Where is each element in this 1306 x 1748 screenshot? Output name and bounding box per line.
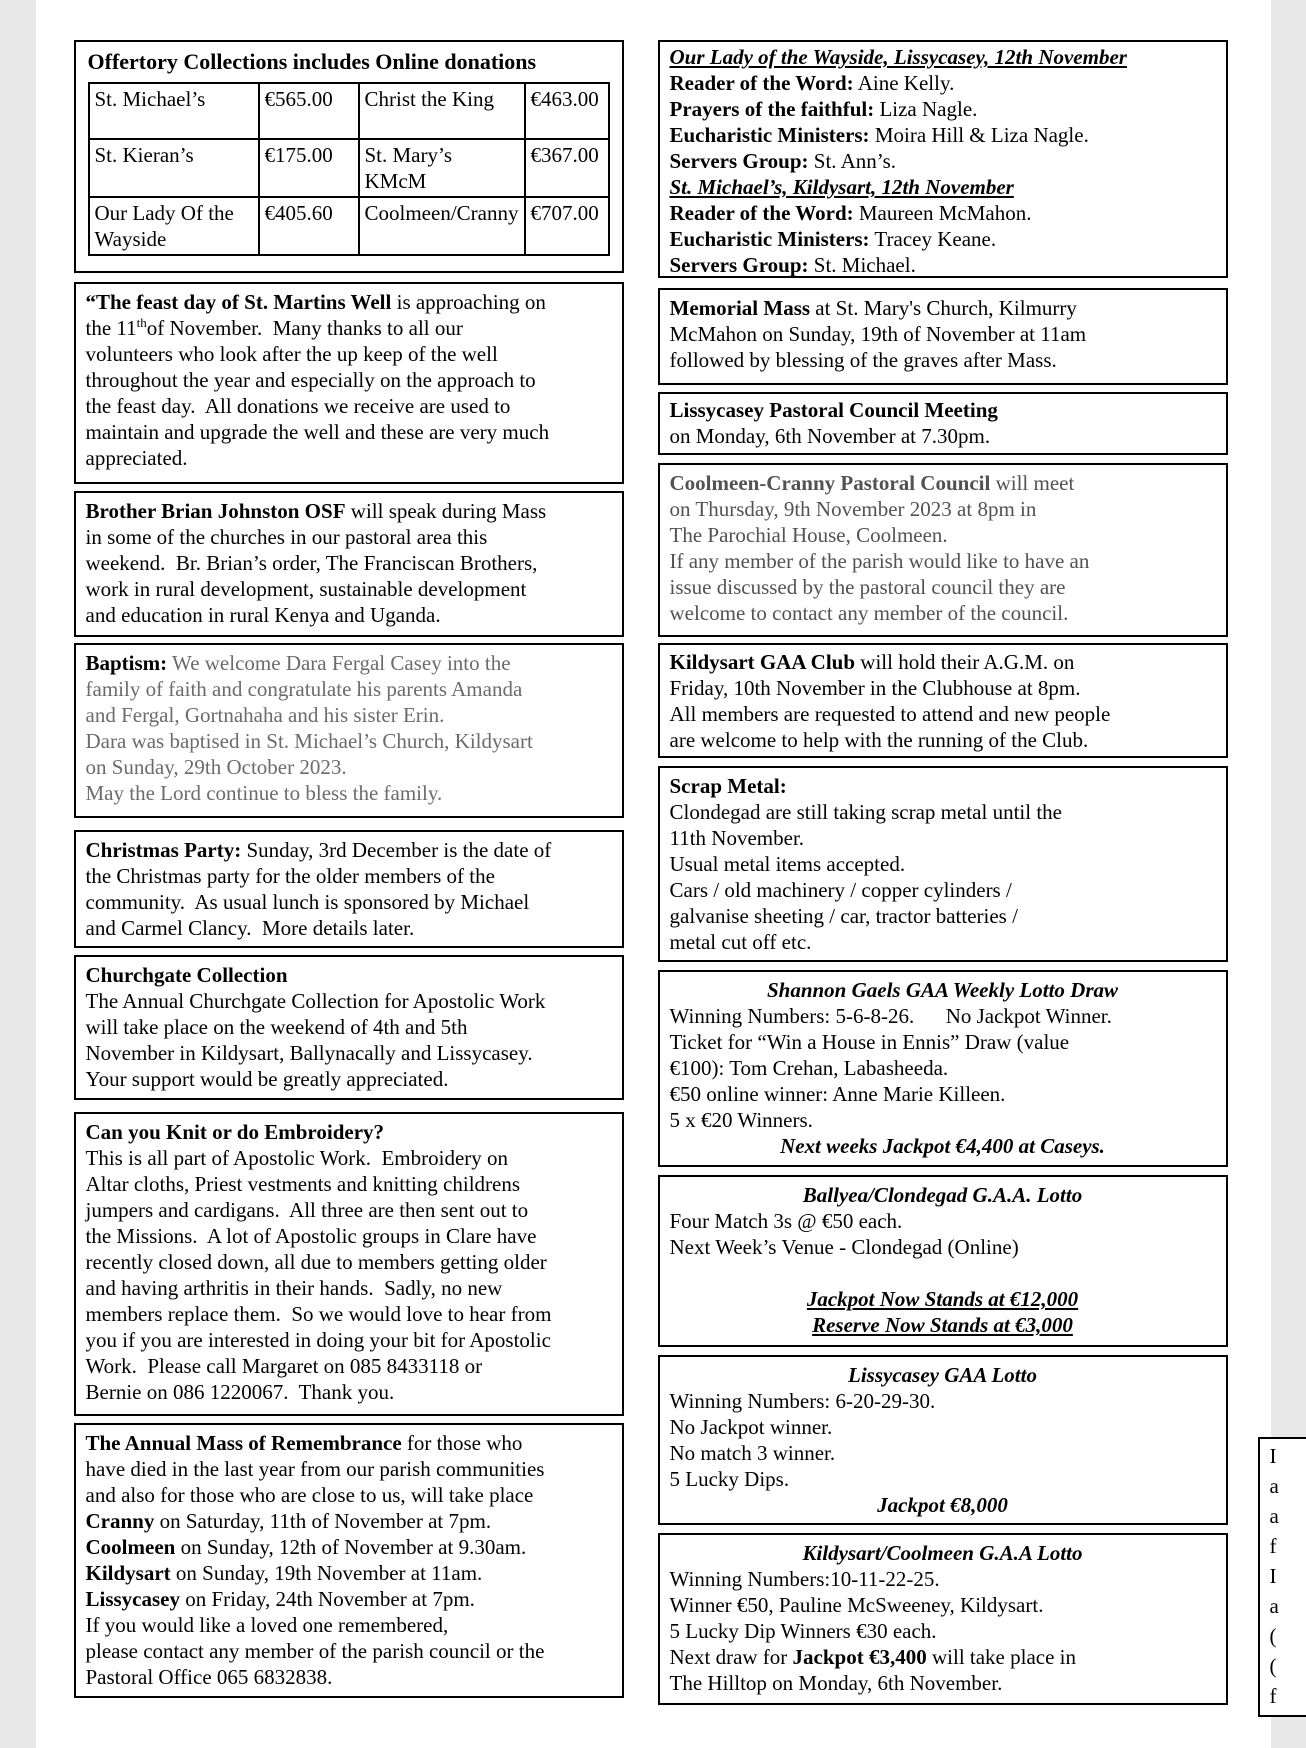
- section-offertory-collections: [74, 40, 624, 273]
- text-run: Kildysart/Coolmeen G.A.A Lotto: [802, 1541, 1083, 1565]
- text-run: No Jackpot winner.: [669, 1415, 833, 1439]
- text-line: [86, 524, 612, 550]
- text-line: [86, 1014, 612, 1040]
- text-line: [86, 1145, 612, 1171]
- text-run: will meet: [990, 471, 1075, 495]
- text-run: If any member of the parish would like to have an: [669, 549, 1090, 573]
- text-line: [86, 728, 612, 754]
- text-run: St. Ann’s.: [808, 149, 897, 173]
- text-line: [86, 962, 612, 988]
- text-line: [1270, 1621, 1306, 1651]
- text-run: Friday, 10th November in the Clubhouse at 8pm.: [669, 676, 1081, 700]
- text-line: [86, 1249, 612, 1275]
- text-line: [670, 799, 1216, 825]
- text-run: Winning Numbers:10-11-22-25.: [669, 1567, 940, 1591]
- text-run: in some of the churches in our pastoral area this: [85, 525, 488, 549]
- text-line: [670, 148, 1216, 174]
- text-line: [670, 929, 1216, 955]
- offertory-table-cell: Our Lady Of the Wayside: [89, 197, 259, 255]
- text-run: Brother Brian Johnston OSF: [85, 499, 346, 523]
- text-run: is approaching on: [391, 290, 546, 314]
- text-run: the 11: [85, 316, 137, 340]
- text-line: [86, 1612, 612, 1638]
- text-line: [670, 701, 1216, 727]
- text-run: for those who: [401, 1431, 523, 1455]
- text-line: [86, 1353, 612, 1379]
- text-run: and also for those who are close to us, will take place: [85, 1483, 534, 1507]
- text-run: Tracey Keane.: [869, 227, 997, 251]
- text-line: [86, 1197, 612, 1223]
- text-run: Jackpot Now Stands at €12,000: [806, 1287, 1079, 1311]
- text-run: Our Lady of the Wayside, Lissycasey, 12th November: [669, 45, 1127, 69]
- text-line: [670, 70, 1216, 96]
- text-line: [670, 1260, 1216, 1286]
- text-line: [1270, 1531, 1306, 1561]
- text-run: welcome to contact any member of the council.: [669, 601, 1069, 625]
- text-line: [86, 863, 612, 889]
- text-line: [670, 295, 1216, 321]
- text-run: weekend. Br. Brian’s order, The Franciscan Brothers,: [85, 551, 538, 575]
- text-line: [670, 1618, 1216, 1644]
- offertory-table-cell: St. Kieran’s: [89, 139, 259, 197]
- text-line: [86, 1664, 612, 1690]
- text-run: will take place on the weekend of 4th and 5th: [85, 1015, 468, 1039]
- offertory-table-cell: €565.00: [259, 83, 359, 139]
- offertory-table-cell: St. Mary’s KMcM: [359, 139, 525, 197]
- text-run: Prayers of the faithful:: [669, 97, 875, 121]
- text-line: [1270, 1681, 1306, 1711]
- text-run: family of faith and congratulate his parents Amanda: [85, 677, 523, 701]
- text-line: [670, 397, 1216, 423]
- text-run: €100): Tom Crehan, Labasheeda.: [669, 1056, 949, 1080]
- offertory-table-cell: Coolmeen/Cranny: [359, 197, 525, 255]
- text-line: [86, 341, 612, 367]
- text-run: appreciated.: [85, 446, 188, 470]
- text-line: [670, 548, 1216, 574]
- text-run: Moira Hill & Liza Nagle.: [869, 123, 1089, 147]
- text-run: on Sunday, 12th of November at 9.30am.: [175, 1535, 527, 1559]
- text-line: [670, 1566, 1216, 1592]
- text-line: [86, 550, 612, 576]
- offertory-table-cell: €367.00: [525, 139, 609, 197]
- text-line: [670, 226, 1216, 252]
- text-line: [670, 1644, 1216, 1670]
- text-run: of November. Many thanks to all our: [146, 316, 463, 340]
- text-run: (: [1269, 1624, 1277, 1648]
- text-run: issue discussed by the pastoral council they are: [669, 575, 1066, 599]
- text-run: Kildysart: [85, 1561, 171, 1585]
- text-run: 5 Lucky Dips.: [669, 1467, 790, 1491]
- text-line: [86, 915, 612, 941]
- section-ballyea-clondegad-lotto: [658, 1175, 1228, 1347]
- text-line: [670, 496, 1216, 522]
- text-run: Reader of the Word:: [669, 201, 854, 225]
- text-run: 11th November.: [669, 826, 805, 850]
- text-run: This is all part of Apostolic Work. Embroidery on: [85, 1146, 509, 1170]
- offertory-table-cell: €405.60: [259, 197, 359, 255]
- text-run: All members are requested to attend and new people: [669, 702, 1111, 726]
- text-line: [670, 174, 1216, 200]
- text-run: Usual metal items accepted.: [669, 852, 906, 876]
- text-line: [86, 1119, 612, 1145]
- text-line: [670, 1312, 1216, 1338]
- text-run: The Annual Churchgate Collection for Apostolic Work: [85, 989, 546, 1013]
- text-line: [86, 889, 612, 915]
- text-run: on Saturday, 11th of November at 7pm.: [154, 1509, 492, 1533]
- text-line: [670, 1286, 1216, 1312]
- text-line: [670, 470, 1216, 496]
- offertory-table-cell: €463.00: [525, 83, 609, 139]
- text-line: [86, 1482, 612, 1508]
- text-run: f: [1269, 1534, 1277, 1558]
- text-run: The Hilltop on Monday, 6th November.: [669, 1671, 1003, 1695]
- text-run: and education in rural Kenya and Uganda.: [85, 603, 441, 627]
- text-run: Liza Nagle.: [874, 97, 978, 121]
- text-run: €50 online winner: Anne Marie Killeen.: [669, 1082, 1006, 1106]
- text-run: a: [1269, 1504, 1279, 1528]
- text-line: [86, 1379, 612, 1405]
- text-line: [670, 1182, 1216, 1208]
- section-brother-brian-johnston: [74, 491, 624, 637]
- text-line: [86, 780, 612, 806]
- section-scrap-metal: [658, 766, 1228, 962]
- text-run: I: [1269, 1564, 1277, 1588]
- text-run: Winner €50, Pauline McSweeney, Kildysart.: [669, 1593, 1044, 1617]
- section-kildysart-coolmeen-lotto: [658, 1533, 1228, 1705]
- text-line: [670, 1592, 1216, 1618]
- text-line: [86, 1066, 612, 1092]
- text-run: St. Michael.: [808, 253, 916, 277]
- section-feast-day-st-martins-well: [74, 282, 624, 484]
- text-line: [670, 1133, 1216, 1159]
- text-run: Your support would be greatly appreciated.: [85, 1067, 449, 1091]
- text-run: Lissycasey Pastoral Council Meeting: [669, 398, 998, 422]
- text-run: Jackpot €3,400: [792, 1645, 927, 1669]
- text-line: [670, 1466, 1216, 1492]
- text-line: [86, 1508, 612, 1534]
- text-run: th: [136, 315, 147, 330]
- text-run: Ticket for “Win a House in Ennis” Draw (value: [669, 1030, 1070, 1054]
- text-run: Jackpot €8,000: [877, 1493, 1008, 1517]
- text-line: [670, 1081, 1216, 1107]
- text-line: [86, 1171, 612, 1197]
- offertory-table-cell: €707.00: [525, 197, 609, 255]
- newsletter-page: [36, 0, 1279, 1748]
- text-line: [670, 1003, 1216, 1029]
- text-line: [670, 122, 1216, 148]
- text-line: [670, 200, 1216, 226]
- text-run: will hold their A.G.M. on: [855, 650, 1075, 674]
- text-line: [86, 1430, 612, 1456]
- text-line: [86, 676, 612, 702]
- text-run: the Missions. A lot of Apostolic groups in Clare have: [85, 1224, 537, 1248]
- text-run: on Thursday, 9th November 2023 at 8pm in: [669, 497, 1037, 521]
- text-run: Eucharistic Ministers:: [669, 227, 870, 251]
- text-run: Reserve Now Stands at €3,000: [812, 1313, 1073, 1337]
- text-line: [670, 1414, 1216, 1440]
- clipped-edge-box: [1258, 1437, 1306, 1717]
- text-run: galvanise sheeting / car, tractor batteries /: [669, 904, 1018, 928]
- text-run: Pastoral Office 065 6832838.: [85, 1665, 333, 1689]
- text-line: [86, 1534, 612, 1560]
- section-coolmeen-cranny-pastoral-council: [658, 463, 1228, 637]
- text-run: jumpers and cardigans. All three are then sent out to: [85, 1198, 529, 1222]
- text-line: [86, 1327, 612, 1353]
- text-line: [86, 754, 612, 780]
- text-line: [670, 851, 1216, 877]
- offertory-table-cell: St. Michael’s: [89, 83, 259, 139]
- text-line: [670, 423, 1216, 449]
- text-run: No match 3 winner.: [669, 1441, 836, 1465]
- text-line: [1270, 1561, 1306, 1591]
- text-line: [670, 1029, 1216, 1055]
- text-line: [670, 1234, 1216, 1260]
- text-run: have died in the last year from our parish communities: [85, 1457, 545, 1481]
- section-kildysart-gaa-club: [658, 643, 1228, 758]
- text-run: Next draw for: [669, 1645, 793, 1669]
- section-memorial-mass: [658, 288, 1228, 385]
- text-line: [670, 773, 1216, 799]
- text-run: Work. Please call Margaret on 085 8433118 or: [85, 1354, 483, 1378]
- text-line: [670, 252, 1216, 278]
- text-line: [86, 650, 612, 676]
- text-run: Lissycasey GAA Lotto: [848, 1363, 1037, 1387]
- text-line: [86, 702, 612, 728]
- text-run: will take place in: [926, 1645, 1077, 1669]
- text-line: [86, 1301, 612, 1327]
- offertory-table: [88, 82, 610, 256]
- text-run: on Monday, 6th November at 7.30pm.: [669, 424, 991, 448]
- text-line: [670, 727, 1216, 753]
- text-line: [86, 367, 612, 393]
- text-run: Bernie on 086 1220067. Thank you.: [85, 1380, 395, 1404]
- text-run: Christmas Party:: [85, 838, 242, 862]
- section-knit-or-embroidery: [74, 1112, 624, 1416]
- text-run: Dara was baptised in St. Michael’s Church, Kildysart: [85, 729, 533, 753]
- offertory-table-cell: Christ the King: [359, 83, 525, 139]
- text-line: [670, 877, 1216, 903]
- text-run: Eucharistic Ministers:: [669, 123, 870, 147]
- text-line: [86, 1040, 612, 1066]
- text-run: 5 Lucky Dip Winners €30 each.: [669, 1619, 937, 1643]
- text-line: [670, 574, 1216, 600]
- offertory-table-cell: €175.00: [259, 139, 359, 197]
- text-run: (: [1269, 1654, 1277, 1678]
- text-line: [670, 1107, 1216, 1133]
- offertory-table-row: [89, 197, 609, 255]
- text-run: Churchgate Collection: [85, 963, 288, 987]
- text-run: Cars / old machinery / copper cylinders /: [669, 878, 1012, 902]
- text-run: Coolmeen: [85, 1535, 176, 1559]
- text-run: please contact any member of the parish council or the: [85, 1639, 545, 1663]
- text-line: [86, 1456, 612, 1482]
- text-run: at St. Mary's Church, Kilmurry: [810, 296, 1077, 320]
- text-run: Ballyea/Clondegad G.A.A. Lotto: [802, 1183, 1083, 1207]
- text-run: and Carmel Clancy. More details later.: [85, 916, 415, 940]
- text-run: Sunday, 3rd December is the date of: [241, 838, 552, 862]
- text-line: [86, 1560, 612, 1586]
- text-run: Maureen McMahon.: [853, 201, 1032, 225]
- text-line: [86, 1223, 612, 1249]
- text-line: [86, 315, 612, 341]
- text-run: Lissycasey: [85, 1587, 180, 1611]
- offertory-table-row: [89, 139, 609, 197]
- text-line: [86, 576, 612, 602]
- text-run: work in rural development, sustainable development: [85, 577, 527, 601]
- text-run: The Parochial House, Coolmeen.: [669, 523, 948, 547]
- text-run: you if you are interested in doing your bit for Apostolic: [85, 1328, 551, 1352]
- text-run: Can you Knit or do Embroidery?: [85, 1120, 385, 1144]
- text-run: Baptism:: [85, 651, 168, 675]
- text-line: [86, 1586, 612, 1612]
- section-baptism: [74, 643, 624, 818]
- text-line: [670, 522, 1216, 548]
- text-line: [670, 44, 1216, 70]
- text-run: a: [1269, 1594, 1279, 1618]
- text-line: [670, 1492, 1216, 1518]
- text-run: Kildysart GAA Club: [669, 650, 856, 674]
- text-line: [670, 1670, 1216, 1696]
- section-shannon-gaels-lotto: [658, 970, 1228, 1167]
- text-run: the Christmas party for the older members of the: [85, 864, 495, 888]
- section-lissycasey-gaa-lotto: [658, 1355, 1228, 1525]
- text-run: and Fergal, Gortnahaha and his sister Erin.: [85, 703, 445, 727]
- text-run: Next weeks Jackpot €4,400 at Caseys.: [780, 1134, 1105, 1158]
- text-run: followed by blessing of the graves after Mass.: [669, 348, 1057, 372]
- text-line: [670, 600, 1216, 626]
- text-run: Aine Kelly.: [853, 71, 955, 95]
- text-line: [670, 1440, 1216, 1466]
- section-annual-mass-remembrance: [74, 1423, 624, 1698]
- text-line: [670, 347, 1216, 373]
- text-run: maintain and upgrade the well and these are very much: [85, 420, 550, 444]
- text-line: [86, 445, 612, 471]
- text-line: [670, 675, 1216, 701]
- text-run: Coolmeen-Cranny Pastoral Council: [669, 471, 991, 495]
- text-line: [1270, 1501, 1306, 1531]
- text-line: [1270, 1441, 1306, 1471]
- text-run: Winning Numbers: 5-6-8-26. No Jackpot Winner.: [669, 1004, 1112, 1028]
- section-lissycasey-pastoral-council: [658, 392, 1228, 455]
- text-run: metal cut off etc.: [669, 930, 812, 954]
- offertory-table-row: [89, 83, 609, 139]
- text-run: November in Kildysart, Ballynacally and Lissycasey.: [85, 1041, 533, 1065]
- text-run: The Annual Mass of Remembrance: [85, 1431, 402, 1455]
- text-run: members replace them. So we would love to hear from: [85, 1302, 552, 1326]
- offertory-title: Offertory Collections includes Online donations: [87, 49, 537, 74]
- text-line: [670, 825, 1216, 851]
- text-line: [86, 393, 612, 419]
- text-run: a: [1269, 1474, 1279, 1498]
- section-churchgate-collection: [74, 955, 624, 1100]
- text-run: the feast day. All donations we receive are used to: [85, 394, 511, 418]
- text-run: Clondegad are still taking scrap metal until the: [669, 800, 1062, 824]
- text-run: I: [1269, 1444, 1277, 1468]
- text-run: Reader of the Word:: [669, 71, 854, 95]
- text-line: [1270, 1471, 1306, 1501]
- text-line: [86, 988, 612, 1014]
- text-run: We welcome Dara Fergal Casey into the: [167, 651, 511, 675]
- text-run: f: [1269, 1684, 1277, 1708]
- text-line: [670, 1208, 1216, 1234]
- text-line: [670, 903, 1216, 929]
- text-line: [1270, 1651, 1306, 1681]
- text-run: St. Michael’s, Kildysart, 12th November: [669, 175, 1014, 199]
- text-run: If you would like a loved one remembered,: [85, 1613, 449, 1637]
- text-run: “The feast day of St. Martins Well: [85, 290, 392, 314]
- text-run: Memorial Mass: [669, 296, 811, 320]
- text-line: [86, 289, 612, 315]
- text-line: [670, 321, 1216, 347]
- text-run: on Friday, 24th November at 7pm.: [180, 1587, 475, 1611]
- text-run: are welcome to help with the running of the Club.: [669, 728, 1089, 752]
- text-run: on Sunday, 19th November at 11am.: [170, 1561, 483, 1585]
- section-christmas-party: [74, 830, 624, 948]
- text-run: recently closed down, all due to members getting older: [85, 1250, 547, 1274]
- text-run: Altar cloths, Priest vestments and knitting childrens: [85, 1172, 521, 1196]
- text-line: [670, 649, 1216, 675]
- text-run: Cranny: [85, 1509, 155, 1533]
- text-run: Servers Group:: [669, 253, 809, 277]
- text-run: 5 x €20 Winners.: [669, 1108, 813, 1132]
- text-run: Shannon Gaels GAA Weekly Lotto Draw: [766, 978, 1119, 1002]
- text-run: Scrap Metal:: [669, 774, 787, 798]
- text-run: volunteers who look after the up keep of the well: [85, 342, 498, 366]
- text-line: [86, 602, 612, 628]
- text-run: Winning Numbers: 6-20-29-30.: [669, 1389, 936, 1413]
- text-run: May the Lord continue to bless the family.: [85, 781, 443, 805]
- text-run: will speak during Mass: [345, 499, 547, 523]
- text-line: [86, 498, 612, 524]
- text-run: Servers Group:: [669, 149, 809, 173]
- text-run: on Sunday, 29th October 2023.: [85, 755, 347, 779]
- text-line: [670, 96, 1216, 122]
- text-run: Next Week’s Venue - Clondegad (Online): [669, 1235, 1019, 1259]
- text-line: [1270, 1591, 1306, 1621]
- text-run: Four Match 3s @ €50 each.: [669, 1209, 903, 1233]
- text-line: [670, 977, 1216, 1003]
- section-ministers-rota: [658, 40, 1228, 278]
- text-line: [670, 1388, 1216, 1414]
- text-line: [670, 1055, 1216, 1081]
- text-run: throughout the year and especially on the approach to: [85, 368, 536, 392]
- text-run: community. As usual lunch is sponsored by Michael: [85, 890, 530, 914]
- text-line: [670, 1540, 1216, 1566]
- text-line: [670, 1362, 1216, 1388]
- text-line: [86, 1638, 612, 1664]
- text-line: [86, 419, 612, 445]
- text-run: and having arthritis in their hands. Sadly, no new: [85, 1276, 503, 1300]
- text-line: [86, 837, 612, 863]
- text-line: [86, 1275, 612, 1301]
- text-run: McMahon on Sunday, 19th of November at 11am: [669, 322, 1087, 346]
